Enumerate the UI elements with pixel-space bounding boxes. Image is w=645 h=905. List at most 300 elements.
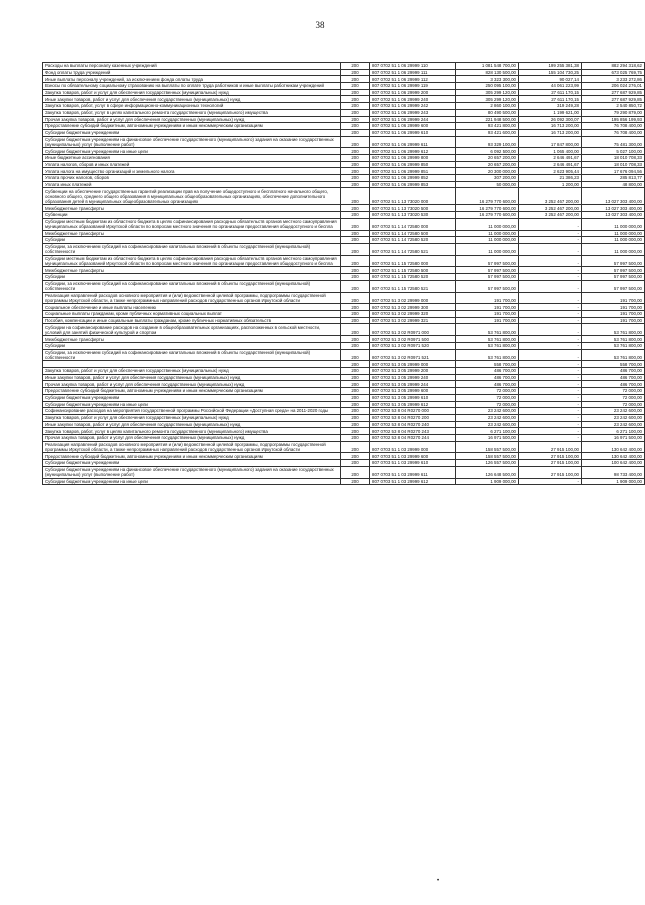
approved-amount-cell: 307 200,00 [456, 175, 519, 182]
executed-amount-cell: - [519, 324, 582, 336]
approved-amount-cell: 20 657 200,00 [456, 155, 519, 162]
expense-name-cell: Реализация направлений расходов основного мероприятия и (или) ведомственной целевой программы, подпрограммы государственной программы Иркутской области, а также непрограммных направлений расходов государственных органов Иркутской области [43, 292, 341, 304]
approved-amount-cell: 191 700,00 [456, 292, 519, 304]
expense-name-cell: Иные закупки товаров, работ и услуг для обеспечения государственных (муниципальных) нужд [43, 421, 341, 428]
executed-amount-cell: - [519, 361, 582, 368]
expense-name-cell: Субсидии бюджетным учреждениям [43, 129, 341, 136]
approved-amount-cell: 558 700,00 [456, 361, 519, 368]
table-row [43, 311, 645, 318]
line-code-cell: 200 [341, 237, 370, 244]
line-code-cell: 200 [341, 388, 370, 395]
expense-name-cell: Предоставление субсидий бюджетным, автономным учреждениям и иным некоммерческим организациям [43, 388, 341, 395]
budget-table [42, 62, 642, 485]
unexecuted-amount-cell: 23 242 600,00 [582, 408, 645, 415]
line-code-cell: 200 [341, 69, 370, 76]
expense-name-cell: Субсидии, за исключением субсидий на софинансирование капитальных вложений в объекты государственной (муниципальной) собственности [43, 243, 341, 255]
approved-amount-cell: 72 000,00 [456, 388, 519, 395]
executed-amount-cell: 16 713 200,00 [519, 123, 582, 130]
table-row [43, 123, 645, 130]
approved-amount-cell: 93 421 800,00 [456, 123, 519, 130]
executed-amount-cell: 26 092 300,07 [519, 116, 582, 123]
table-row [43, 181, 645, 188]
executed-amount-cell: 1 065 400,00 [519, 148, 582, 155]
expense-name-cell: Субсидии бюджетным учреждениям на финансовое обеспечение государственного (муниципального) задания на оказание государственных (муниципальных) услуг (выполнение работ) [43, 466, 341, 478]
table-row [43, 361, 645, 368]
classification-code-cell: 807 0702 51 3 05 29999 200 [370, 368, 456, 375]
approved-amount-cell: 11 000 000,00 [456, 243, 519, 255]
executed-amount-cell: - [519, 317, 582, 324]
classification-code-cell: 807 0702 51 3 02 R0971 000 [370, 324, 456, 336]
line-code-cell: 200 [341, 478, 370, 485]
classification-code-cell: 807 0702 51 1 14 72580 520 [370, 237, 456, 244]
expense-name-cell: Субсидии [43, 342, 341, 349]
line-code-cell: 200 [341, 434, 370, 441]
classification-code-cell: 807 0702 51 3 02 29999 320 [370, 311, 456, 318]
page-number: 38 [315, 20, 325, 30]
table-row [43, 109, 645, 116]
approved-amount-cell: 50 000,00 [456, 181, 519, 188]
table-row [43, 168, 645, 175]
executed-amount-cell: 2 646 491,67 [519, 161, 582, 168]
table-row [43, 76, 645, 83]
unexecuted-amount-cell: 98 733 400,00 [582, 466, 645, 478]
table-row [43, 148, 645, 155]
expense-name-cell: Социальное обеспечение и иные выплаты населению [43, 304, 341, 311]
table-row [43, 394, 645, 401]
classification-code-cell: 807 0702 51 1 06 29999 110 [370, 63, 456, 70]
expense-name-cell: Закупка товаров, работ и услуг для обеспечения государственных (муниципальных) нужд [43, 414, 341, 421]
table-row [43, 453, 645, 460]
approved-amount-cell: 16 279 770 600,00 [456, 188, 519, 205]
expense-name-cell: Уплата иных платежей [43, 181, 341, 188]
approved-amount-cell: 221 948 500,00 [456, 116, 519, 123]
classification-code-cell: 807 0702 51 1 06 29999 612 [370, 148, 456, 155]
classification-code-cell: 807 0702 51 1 14 72580 521 [370, 243, 456, 255]
executed-amount-cell: 3 252 467 200,00 [519, 188, 582, 205]
table-row [43, 63, 645, 70]
unexecuted-amount-cell: 53 761 800,00 [582, 324, 645, 336]
expense-name-cell: Иные выплаты персоналу учреждений, за исключением фонда оплаты труда [43, 76, 341, 83]
classification-code-cell: 807 0702 51 1 06 29999 800 [370, 155, 456, 162]
table-row [43, 324, 645, 336]
table-row [43, 69, 645, 76]
table-row [43, 428, 645, 435]
unexecuted-amount-cell: 23 242 600,00 [582, 421, 645, 428]
approved-amount-cell: 23 242 600,00 [456, 421, 519, 428]
line-code-cell: 200 [341, 116, 370, 123]
line-code-cell: 200 [341, 243, 370, 255]
table-row [43, 205, 645, 212]
line-code-cell: 200 [341, 218, 370, 230]
executed-amount-cell: 27 915 100,00 [519, 441, 582, 453]
approved-amount-cell: 486 700,00 [456, 381, 519, 388]
line-code-cell: 200 [341, 460, 370, 467]
executed-amount-cell: - [519, 237, 582, 244]
table-row [43, 274, 645, 281]
approved-amount-cell: 3 323 300,00 [456, 76, 519, 83]
classification-code-cell: 807 0702 51 3 05 29999 244 [370, 381, 456, 388]
unexecuted-amount-cell: 5 027 100,00 [582, 148, 645, 155]
table-row [43, 129, 645, 136]
classification-code-cell: 807 0702 53 8 04 R0270 240 [370, 421, 456, 428]
unexecuted-amount-cell: 57 997 500,00 [582, 280, 645, 292]
classification-code-cell: 807 0702 51 1 06 29999 852 [370, 175, 456, 182]
approved-amount-cell: 1 081 548 700,00 [456, 63, 519, 70]
classification-code-cell: 807 0702 51 1 13 73020 000 [370, 188, 456, 205]
line-code-cell: 200 [341, 96, 370, 103]
table-row [43, 161, 645, 168]
executed-amount-cell: - [519, 414, 582, 421]
table-row [43, 466, 645, 478]
expense-name-cell [43, 361, 341, 368]
classification-code-cell: 807 0702 51 1 06 29999 242 [370, 103, 456, 110]
unexecuted-amount-cell: 76 708 400,00 [582, 123, 645, 130]
executed-amount-cell: - [519, 381, 582, 388]
unexecuted-amount-cell: 2 540 850,72 [582, 103, 645, 110]
table-row [43, 368, 645, 375]
line-code-cell: 200 [341, 381, 370, 388]
classification-code-cell: 807 0702 51 1 06 29999 610 [370, 129, 456, 136]
executed-amount-cell: - [519, 274, 582, 281]
approved-amount-cell: 57 997 500,00 [456, 274, 519, 281]
table-row [43, 421, 645, 428]
line-code-cell: 200 [341, 76, 370, 83]
expense-name-cell: Уплата налогов, сборов и иных платежей [43, 161, 341, 168]
executed-amount-cell: 199 255 381,38 [519, 63, 582, 70]
table-row [43, 381, 645, 388]
expense-name-cell: Расходы на выплаты персоналу казенных учреждений [43, 63, 341, 70]
unexecuted-amount-cell: 72 000,00 [582, 401, 645, 408]
table-row [43, 349, 645, 361]
approved-amount-cell: 11 000 000,00 [456, 218, 519, 230]
approved-amount-cell: 93 421 600,00 [456, 129, 519, 136]
approved-amount-cell: 6 092 500,00 [456, 148, 519, 155]
unexecuted-amount-cell: 13 027 303 400,00 [582, 205, 645, 212]
classification-code-cell: 807 0702 51 1 15 72580 500 [370, 267, 456, 274]
expense-name-cell: Субсидии бюджетным учреждениям [43, 394, 341, 401]
classification-code-cell: 807 0703 51 1 03 29999 610 [370, 460, 456, 467]
line-code-cell: 200 [341, 274, 370, 281]
executed-amount-cell: 27 915 100,00 [519, 453, 582, 460]
approved-amount-cell: 158 557 500,00 [456, 453, 519, 460]
expense-name-cell: Софинансирование расходов на мероприятия государственной программы Российской Федерации «Доступная среда» на 2011-2020 годы [43, 408, 341, 415]
unexecuted-amount-cell: 3 233 272,86 [582, 76, 645, 83]
expense-name-cell: Предоставление субсидий бюджетным, автономным учреждениям и иным некоммерческим организациям [43, 123, 341, 130]
table-row [43, 478, 645, 485]
approved-amount-cell: 72 000,00 [456, 394, 519, 401]
executed-amount-cell: 3 252 467 200,00 [519, 212, 582, 219]
executed-amount-cell: - [519, 336, 582, 343]
table-row [43, 83, 645, 90]
approved-amount-cell: 72 000,00 [456, 401, 519, 408]
line-code-cell: 200 [341, 401, 370, 408]
executed-amount-cell: 27 611 170,15 [519, 96, 582, 103]
table-row [43, 460, 645, 467]
classification-code-cell: 807 0702 51 1 06 29999 200 [370, 89, 456, 96]
expense-name-cell: Иные закупки товаров, работ и услуг для обеспечения государственных (муниципальных) нужд [43, 96, 341, 103]
classification-code-cell: 807 0702 51 1 06 29999 850 [370, 161, 456, 168]
executed-amount-cell: 27 611 170,15 [519, 89, 582, 96]
unexecuted-amount-cell: 72 000,00 [582, 388, 645, 395]
expense-name-cell: Социальные выплаты гражданам, кроме публичных нормативных социальных выплат [43, 311, 341, 318]
executed-amount-cell: - [519, 428, 582, 435]
approved-amount-cell: 828 130 500,00 [456, 69, 519, 76]
executed-amount-cell: 27 915 100,00 [519, 460, 582, 467]
table-row [43, 155, 645, 162]
line-code-cell: 200 [341, 304, 370, 311]
expense-name-cell: Закупка товаров, работ, услуг в сфере информационно-коммуникационных технологий [43, 103, 341, 110]
unexecuted-amount-cell: 13 027 303 400,00 [582, 212, 645, 219]
approved-amount-cell: 2 860 100,00 [456, 103, 519, 110]
line-code-cell: 200 [341, 63, 370, 70]
expense-name-cell: Субсидии бюджетным учреждениям на финансовое обеспечение государственного (муниципального) задания на оказание государственных (муниципальных) услуг (выполнение работ) [43, 136, 341, 148]
classification-code-cell: 807 0702 51 1 14 72580 500 [370, 230, 456, 237]
line-code-cell: 200 [341, 89, 370, 96]
approved-amount-cell: 158 557 500,00 [456, 441, 519, 453]
approved-amount-cell: 93 329 100,00 [456, 136, 519, 148]
classification-code-cell: 807 0702 51 3 02 29999 321 [370, 317, 456, 324]
executed-amount-cell: - [519, 394, 582, 401]
table-row [43, 336, 645, 343]
unexecuted-amount-cell: 191 700,00 [582, 311, 645, 318]
table-row [43, 243, 645, 255]
expense-name-cell: Субсидии [43, 274, 341, 281]
classification-code-cell: 807 0703 51 1 03 29999 000 [370, 441, 456, 453]
executed-amount-cell: - [519, 408, 582, 415]
classification-code-cell: 807 0702 51 3 02 R0971 520 [370, 342, 456, 349]
classification-code-cell: 807 0702 51 3 05 29999 240 [370, 374, 456, 381]
approved-amount-cell: 53 761 800,00 [456, 336, 519, 343]
line-code-cell: 200 [341, 394, 370, 401]
table-row [43, 116, 645, 123]
unexecuted-amount-cell: 11 000 000,00 [582, 243, 645, 255]
expense-name-cell: Субсидии местным бюджетам из областного бюджета в целях софинансирования расходных обязательств органов местного самоуправления муниципальных образований Иркутской области по вопросам местного значения по организации предоставления общедоступного и беспла [43, 218, 341, 230]
expense-name-cell: Межбюджетные трансферты [43, 267, 341, 274]
classification-code-cell: 807 0702 51 1 06 29999 112 [370, 76, 456, 83]
table-row [43, 175, 645, 182]
table-row [43, 218, 645, 230]
line-code-cell: 200 [341, 292, 370, 304]
unexecuted-amount-cell: 75 481 300,00 [582, 136, 645, 148]
line-code-cell: 200 [341, 336, 370, 343]
expense-name-cell: Закупка товаров, работ и услуг для обеспечения государственных (муниципальных) нужд [43, 368, 341, 375]
line-code-cell: 200 [341, 361, 370, 368]
expense-name-cell: Субвенции на обеспечение государственных гарантий реализации прав на получение общедоступного и бесплатного начального общего, основного общего, среднего общего образования в муниципальных общеобразовательных организациях, обеспечение дополнительного образования детей в муниципальных общеобразовательных организациях [43, 188, 341, 205]
unexecuted-amount-cell: 130 642 400,00 [582, 453, 645, 460]
approved-amount-cell: 20 657 200,00 [456, 161, 519, 168]
table-row [43, 408, 645, 415]
line-code-cell: 200 [341, 374, 370, 381]
unexecuted-amount-cell: 277 687 929,85 [582, 89, 645, 96]
unexecuted-amount-cell: 195 856 199,93 [582, 116, 645, 123]
table-row [43, 212, 645, 219]
unexecuted-amount-cell: 16 971 500,00 [582, 434, 645, 441]
unexecuted-amount-cell: 486 700,00 [582, 368, 645, 375]
classification-code-cell: 807 0702 51 1 06 29999 853 [370, 181, 456, 188]
unexecuted-amount-cell: 48 800,00 [582, 181, 645, 188]
expense-name-cell: Субсидии на софинансирование расходов на создание в общеобразовательных организациях, расположенных в сельской местности, условий для занятий физической культурой и спортом [43, 324, 341, 336]
approved-amount-cell: 23 242 600,00 [456, 408, 519, 415]
unexecuted-amount-cell: 486 700,00 [582, 381, 645, 388]
expense-name-cell: Прочая закупка товаров, работ и услуг для обеспечения государственных (муниципальных) нужд [43, 381, 341, 388]
table-row [43, 267, 645, 274]
approved-amount-cell: 20 300 000,00 [456, 168, 519, 175]
classification-code-cell: 807 0702 51 1 06 29999 611 [370, 136, 456, 148]
expense-name-cell: Уплата прочих налогов, сборов [43, 175, 341, 182]
unexecuted-amount-cell: 191 700,00 [582, 317, 645, 324]
unexecuted-amount-cell: 53 761 800,00 [582, 342, 645, 349]
unexecuted-amount-cell: 191 700,00 [582, 304, 645, 311]
executed-amount-cell: 155 104 730,25 [519, 69, 582, 76]
table-body [43, 63, 645, 485]
approved-amount-cell: 305 299 120,00 [456, 89, 519, 96]
executed-amount-cell: 1 199 621,00 [519, 109, 582, 116]
classification-code-cell: 807 0702 51 1 15 72580 000 [370, 255, 456, 267]
executed-amount-cell: - [519, 421, 582, 428]
classification-code-cell: 807 0703 51 1 03 29999 600 [370, 453, 456, 460]
executed-amount-cell: - [519, 292, 582, 304]
expense-name-cell: Субсидии местным бюджетам из областного бюджета в целях софинансирования расходных обязательств органов местного самоуправления муниципальных образований Иркутской области по вопросам местного значения по организации предоставления общедоступного и беспла [43, 255, 341, 267]
line-code-cell: 200 [341, 205, 370, 212]
executed-amount-cell: 2 623 905,44 [519, 168, 582, 175]
line-code-cell: 200 [341, 136, 370, 148]
line-code-cell: 200 [341, 428, 370, 435]
expense-name-cell: Закупка товаров, работ и услуг для обеспечения государственных (муниципальных) нужд [43, 89, 341, 96]
executed-amount-cell: - [519, 255, 582, 267]
classification-code-cell: 807 0702 51 1 15 72580 520 [370, 274, 456, 281]
unexecuted-amount-cell: 277 687 929,85 [582, 96, 645, 103]
approved-amount-cell: 11 000 000,00 [456, 237, 519, 244]
executed-amount-cell: - [519, 368, 582, 375]
executed-amount-cell: - [519, 243, 582, 255]
unexecuted-amount-cell: 57 997 500,00 [582, 255, 645, 267]
approved-amount-cell: 23 242 600,00 [456, 414, 519, 421]
executed-amount-cell: - [519, 267, 582, 274]
executed-amount-cell: - [519, 311, 582, 318]
executed-amount-cell: 27 915 100,00 [519, 466, 582, 478]
unexecuted-amount-cell: 23 242 600,00 [582, 414, 645, 421]
line-code-cell: 200 [341, 255, 370, 267]
line-code-cell: 200 [341, 109, 370, 116]
expense-name-cell: Субсидии бюджетным учреждениям на иные цели [43, 478, 341, 485]
classification-code-cell: 807 0702 51 3 05 29999 610 [370, 394, 456, 401]
executed-amount-cell: - [519, 374, 582, 381]
line-code-cell: 200 [341, 212, 370, 219]
unexecuted-amount-cell: 13 027 303 400,00 [582, 188, 645, 205]
executed-amount-cell: 319 249,28 [519, 103, 582, 110]
line-code-cell: 200 [341, 324, 370, 336]
executed-amount-cell: - [519, 218, 582, 230]
unexecuted-amount-cell: 76 708 400,00 [582, 129, 645, 136]
expense-name-cell: Прочая закупка товаров, работ и услуг для обеспечения государственных (муниципальных) нужд [43, 116, 341, 123]
expense-name-cell: Субсидии, за исключением субсидий на софинансирование капитальных вложений в объекты государственной (муниципальной) собственности [43, 349, 341, 361]
classification-code-cell: 807 0703 51 1 03 29999 612 [370, 478, 456, 485]
unexecuted-amount-cell: 11 000 000,00 [582, 218, 645, 230]
line-code-cell: 200 [341, 188, 370, 205]
unexecuted-amount-cell: 11 000 000,00 [582, 237, 645, 244]
line-code-cell: 200 [341, 175, 370, 182]
expense-name-cell: Прочая закупка товаров, работ и услуг для обеспечения государственных (муниципальных) нужд [43, 434, 341, 441]
line-code-cell: 200 [341, 129, 370, 136]
expense-name-cell: Иные закупки товаров, работ и услуг для обеспечения государственных (муниципальных) нужд [43, 374, 341, 381]
table-row [43, 317, 645, 324]
line-code-cell: 200 [341, 230, 370, 237]
executed-amount-cell: - [519, 401, 582, 408]
classification-code-cell: 807 0702 51 1 06 29999 111 [370, 69, 456, 76]
line-code-cell: 200 [341, 267, 370, 274]
unexecuted-amount-cell: 6 271 100,00 [582, 428, 645, 435]
line-code-cell: 200 [341, 311, 370, 318]
approved-amount-cell: 16 279 770 600,00 [456, 212, 519, 219]
line-code-cell: 200 [341, 317, 370, 324]
expense-name-cell: Субсидии бюджетным учреждениям на иные цели [43, 401, 341, 408]
classification-code-cell: 807 0702 51 3 02 R0971 500 [370, 336, 456, 343]
table-row [43, 292, 645, 304]
approved-amount-cell: 80 490 500,00 [456, 109, 519, 116]
classification-code-cell: 807 0702 51 3 05 29999 000 [370, 361, 456, 368]
table-row [43, 441, 645, 453]
classification-code-cell: 807 0702 51 1 06 29999 851 [370, 168, 456, 175]
table-row [43, 280, 645, 292]
expense-name-cell: Субсидии бюджетным учреждениям на иные цели [43, 148, 341, 155]
table-row [43, 434, 645, 441]
approved-amount-cell: 486 700,00 [456, 368, 519, 375]
line-code-cell: 200 [341, 155, 370, 162]
unexecuted-amount-cell: 191 700,00 [582, 292, 645, 304]
approved-amount-cell: 53 761 800,00 [456, 349, 519, 361]
approved-amount-cell: 57 997 500,00 [456, 280, 519, 292]
classification-code-cell: 807 0702 53 8 04 R0270 200 [370, 414, 456, 421]
executed-amount-cell: 2 646 491,67 [519, 155, 582, 162]
line-code-cell: 200 [341, 441, 370, 453]
unexecuted-amount-cell: 57 997 500,00 [582, 267, 645, 274]
table-row [43, 96, 645, 103]
unexecuted-amount-cell: 17 676 094,56 [582, 168, 645, 175]
table-row [43, 304, 645, 311]
approved-amount-cell: 486 700,00 [456, 374, 519, 381]
table-row [43, 255, 645, 267]
classification-code-cell: 807 0702 53 8 04 R0270 000 [370, 408, 456, 415]
classification-code-cell: 807 0703 51 1 03 29999 611 [370, 466, 456, 478]
executed-amount-cell: 3 252 467 200,00 [519, 205, 582, 212]
table-row [43, 136, 645, 148]
unexecuted-amount-cell: 53 761 800,00 [582, 336, 645, 343]
executed-amount-cell: 21 386,23 [519, 175, 582, 182]
expense-name-cell: Субвенции [43, 212, 341, 219]
executed-amount-cell: 16 713 200,00 [519, 129, 582, 136]
approved-amount-cell: 126 648 500,00 [456, 466, 519, 478]
executed-amount-cell: - [519, 280, 582, 292]
expense-name-cell: Межбюджетные трансферты [43, 205, 341, 212]
line-code-cell: 200 [341, 368, 370, 375]
expense-name-cell: Иные бюджетные ассигнования [43, 155, 341, 162]
expense-name-cell: Субсидии [43, 237, 341, 244]
expense-name-cell: Закупка товаров, работ, услуг в целях капитального ремонта государственного (муниципального) имущества [43, 428, 341, 435]
line-code-cell: 200 [341, 280, 370, 292]
approved-amount-cell: 1 909 000,00 [456, 478, 519, 485]
approved-amount-cell: 57 997 500,00 [456, 255, 519, 267]
executed-amount-cell: 44 061 223,99 [519, 83, 582, 90]
unexecuted-amount-cell: 100 642 400,00 [582, 460, 645, 467]
classification-code-cell: 807 0702 51 3 02 R0971 521 [370, 349, 456, 361]
executed-amount-cell: - [519, 342, 582, 349]
unexecuted-amount-cell: 1 909 000,00 [582, 478, 645, 485]
line-code-cell: 200 [341, 181, 370, 188]
line-code-cell: 200 [341, 83, 370, 90]
classification-code-cell: 807 0702 51 1 06 29999 243 [370, 109, 456, 116]
expense-name-cell: Субсидии бюджетным учреждениям [43, 460, 341, 467]
approved-amount-cell: 6 271 100,00 [456, 428, 519, 435]
